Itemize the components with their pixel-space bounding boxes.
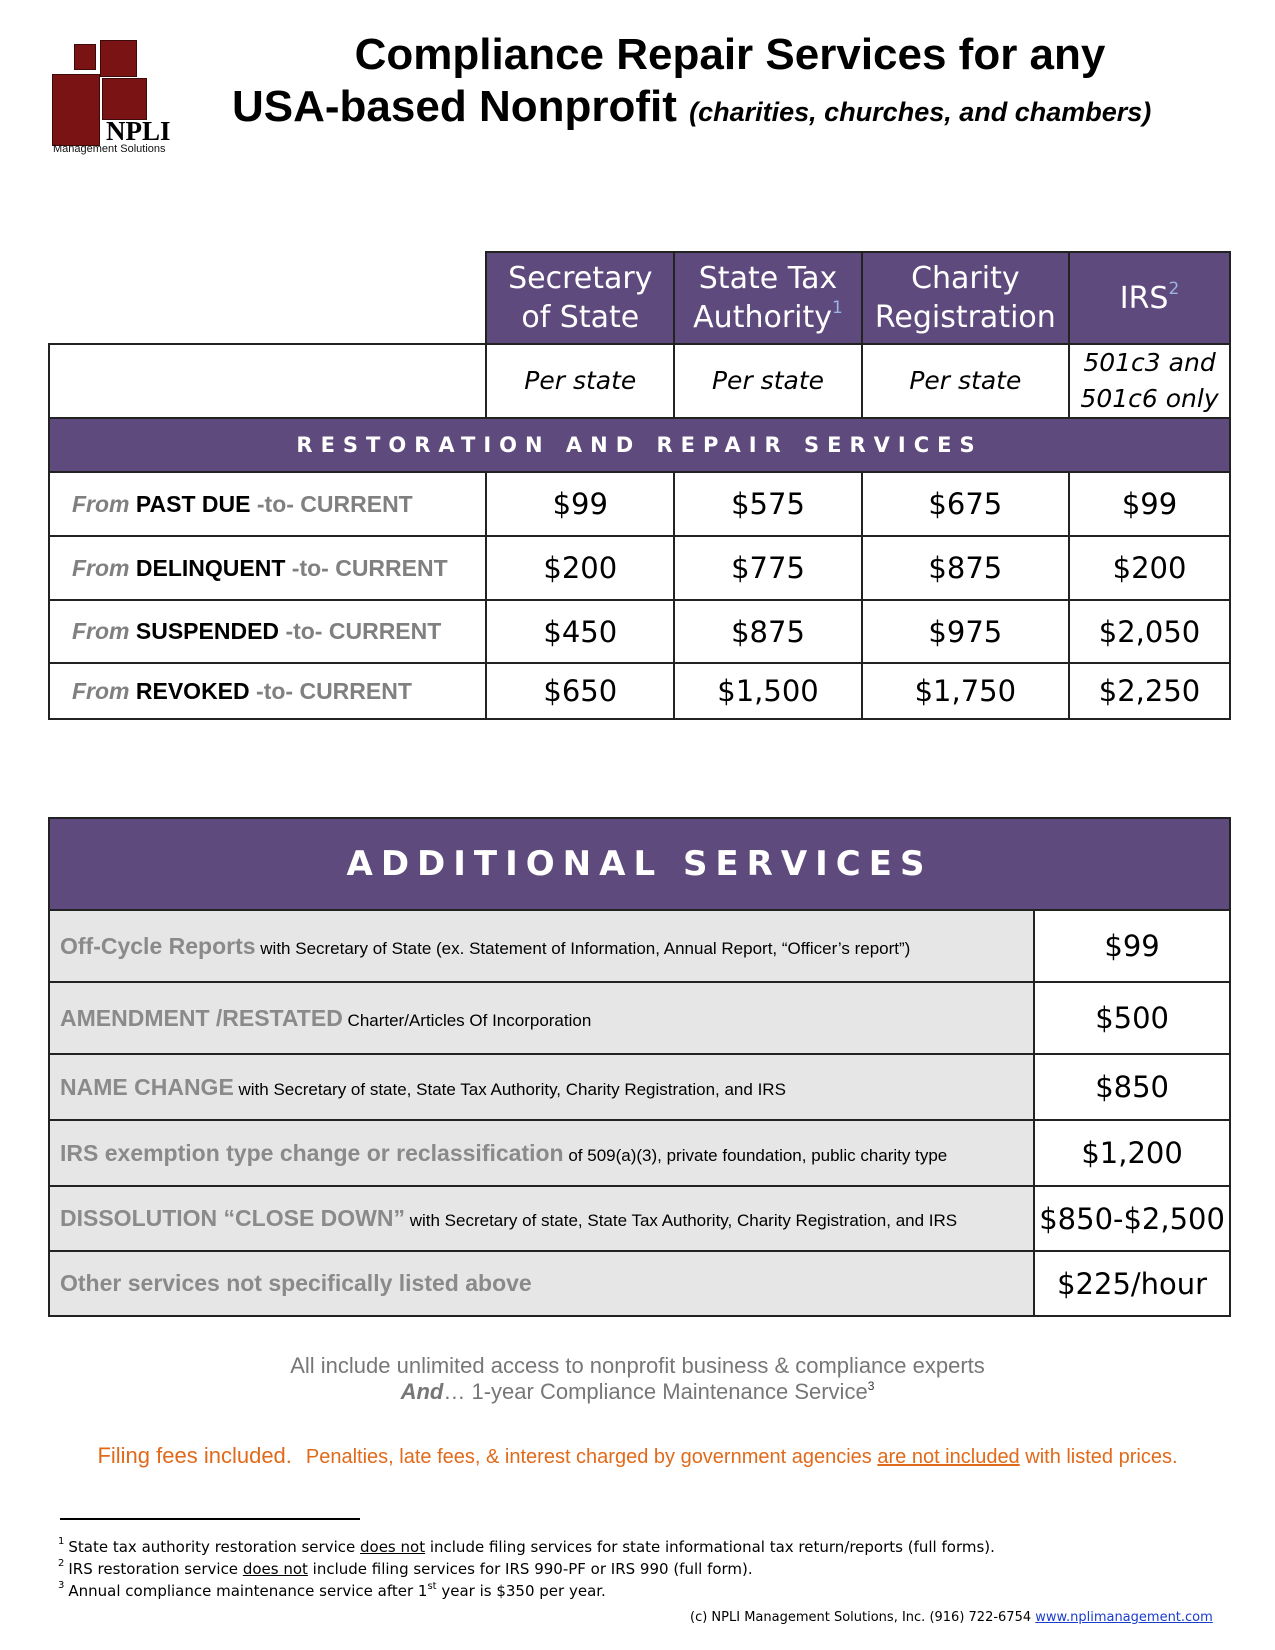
price-cell: $2,250	[1069, 663, 1230, 719]
service-label: NAME CHANGE with Secretary of state, State Tax Authority, Charity Registration, and IRS	[49, 1054, 1034, 1120]
footnote-3: $^3$ Annual compliance maintenance service after 1st year is $350 per year.	[58, 1580, 606, 1600]
page-title-line-1: Compliance Repair Services for any	[354, 30, 1106, 79]
price-cell: $650	[486, 663, 674, 719]
service-label: Other services not specifically listed above	[49, 1251, 1034, 1316]
pricing-header-row	[49, 252, 1230, 344]
pricing-header-blank	[49, 252, 486, 344]
service-price: $225/hour	[1034, 1251, 1230, 1316]
row-label-delinquent: From DELINQUENT -to- CURRENT	[49, 536, 486, 600]
includes-note-line-2: And… 1-year Compliance Maintenance Service$^3$	[400, 1379, 875, 1404]
table-row	[49, 1120, 1230, 1186]
row-label-revoked: From REVOKED -to- CURRENT	[49, 663, 486, 719]
price-cell: $875	[674, 600, 861, 663]
footnote-1: $^1$ State tax authority restoration service does not include filing services for state informational tax return/reports (full forms).	[58, 1536, 995, 1556]
section-band-label: RESTORATION AND REPAIR SERVICES	[49, 418, 1230, 472]
footnote-ref-1: 1	[832, 298, 843, 318]
logo-square-small-2	[100, 40, 137, 77]
table-row	[49, 1251, 1230, 1316]
price-cell: $200	[1069, 536, 1230, 600]
footnote-ref-3: 3	[867, 1379, 875, 1393]
footnote-divider	[60, 1518, 360, 1520]
page-footer	[690, 1610, 1213, 1625]
includes-note-line-1: All include unlimited access to nonprofit business & compliance experts	[290, 1353, 985, 1378]
additional-services-header-row	[49, 818, 1230, 910]
table-row	[49, 982, 1230, 1054]
additional-services-table	[48, 817, 1231, 1317]
npli-logo	[52, 40, 182, 160]
price-cell: $975	[862, 600, 1069, 663]
service-label: IRS exemption type change or reclassification of 509(a)(3), private foundation, public charity type	[49, 1120, 1034, 1186]
additional-services-heading: ADDITIONAL SERVICES	[49, 818, 1230, 910]
service-label: Off-Cycle Reports with Secretary of State (ex. Statement of Information, Annual Report, “Officer’s report”)	[49, 910, 1034, 982]
service-label: DISSOLUTION “CLOSE DOWN” with Secretary of state, State Tax Authority, Charity Registration, and IRS	[49, 1186, 1034, 1251]
logo-wordmark: NPLI	[106, 116, 171, 146]
column-header-charity-registration: Charity Registration	[862, 252, 1069, 344]
column-header-secretary-of-state: Secretary of State	[486, 252, 674, 344]
price-cell: $875	[862, 536, 1069, 600]
table-row	[49, 910, 1230, 982]
price-cell: $99	[1069, 472, 1230, 536]
table-row	[49, 1054, 1230, 1120]
logo-square-small-1	[74, 44, 96, 70]
service-price: $99	[1034, 910, 1230, 982]
price-cell: $675	[862, 472, 1069, 536]
page-title-italic: (charities, churches, and chambers)	[689, 97, 1152, 127]
footer-company: (c) NPLI Management Solutions, Inc. (916) 722-6754	[690, 1610, 1036, 1625]
logo-square-large	[52, 74, 100, 146]
price-cell: $1,500	[674, 663, 861, 719]
table-row	[49, 1186, 1230, 1251]
logo-subtitle: Management Solutions	[53, 143, 166, 155]
table-row	[49, 536, 1230, 600]
column-header-state-tax-authority: State Tax Authority$^1$	[674, 252, 861, 344]
pricing-scope-row	[49, 344, 1230, 418]
scope-cell: Per state	[862, 344, 1069, 418]
price-cell: $575	[674, 472, 861, 536]
price-cell: $200	[486, 536, 674, 600]
table-row	[49, 663, 1230, 719]
service-price: $850	[1034, 1054, 1230, 1120]
service-label: AMENDMENT /RESTATED Charter/Articles Of Incorporation	[49, 982, 1034, 1054]
service-price: $500	[1034, 982, 1230, 1054]
scope-cell: Per state	[674, 344, 861, 418]
footnote-2: $^2$ IRS restoration service does not include filing services for IRS 990-PF or IRS 990 (full form).	[58, 1558, 753, 1578]
price-cell: $775	[674, 536, 861, 600]
page-title-main: USA-based Nonprofit	[232, 82, 677, 131]
service-price: $850-$2,500	[1034, 1186, 1230, 1251]
footer-website-link[interactable]: www.nplimanagement.com	[1035, 1610, 1213, 1625]
table-row	[49, 472, 1230, 536]
scope-cell: Per state	[486, 344, 674, 418]
section-band-row	[49, 418, 1230, 472]
price-cell: $99	[486, 472, 674, 536]
service-price: $1,200	[1034, 1120, 1230, 1186]
scope-blank-cell	[49, 344, 486, 418]
page-title-line-2	[232, 82, 1151, 132]
row-label-suspended: From SUSPENDED -to- CURRENT	[49, 600, 486, 663]
price-cell: $1,750	[862, 663, 1069, 719]
price-cell: $450	[486, 600, 674, 663]
logo-square-medium	[102, 78, 147, 120]
row-label-past-due: From PAST DUE -to- CURRENT	[49, 472, 486, 536]
restoration-pricing-table	[48, 251, 1231, 720]
footnote-ref-2: 2	[1168, 278, 1180, 299]
fees-note: Filing fees included. Penalties, late fees, & interest charged by government agencies are not included with listed prices.	[97, 1443, 1178, 1468]
table-row	[49, 600, 1230, 663]
column-header-irs: IRS$^2$	[1069, 252, 1230, 344]
price-cell: $2,050	[1069, 600, 1230, 663]
scope-cell: 501c3 and 501c6 only	[1069, 344, 1230, 418]
